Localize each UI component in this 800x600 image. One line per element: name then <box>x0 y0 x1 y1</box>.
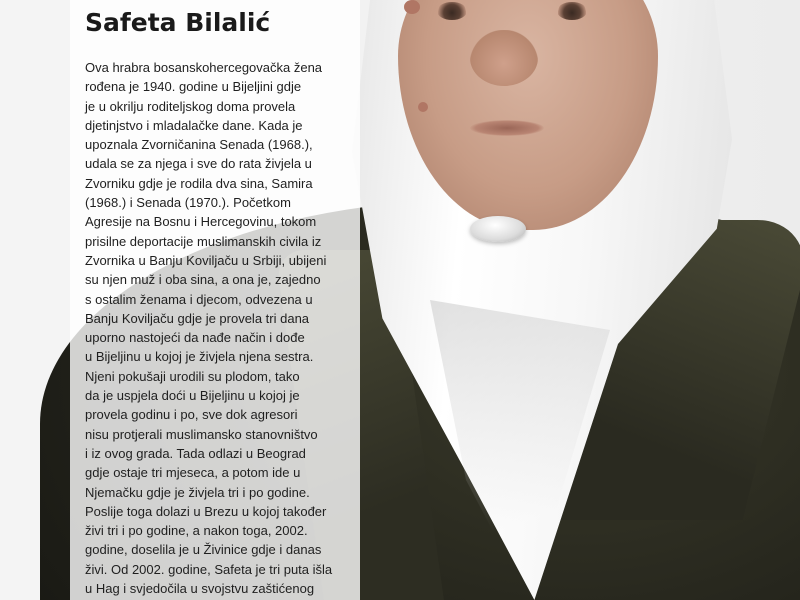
bio-line: Agresije na Bosnu i Hercegovinu, tokom <box>85 214 317 230</box>
bio-line: uporno nastojeći da nađe način i dođe <box>85 330 305 346</box>
biography-text <box>85 58 360 598</box>
bio-line: Banju Koviljaču gdje je provela tri dana <box>85 310 310 326</box>
bio-line: nisu protjerali muslimansko stanovništvo <box>85 426 318 442</box>
bio-line: udala se za njega i sve do rata živjela u <box>85 156 312 172</box>
mole <box>404 0 420 14</box>
bio-line: provela godinu i po, sve dok agresori <box>85 407 298 423</box>
bio-line: živi tri i po godine, a nakon toga, 2002. <box>85 523 308 539</box>
bio-line: (1968.) i Senada (1970.). Početkom <box>85 195 291 211</box>
bio-line: u Hag i svjedočila u svojstvu zaštićenog <box>85 581 315 597</box>
bio-line: upoznala Zvorničanina Senada (1968.), <box>85 137 313 153</box>
bio-line: Zvorniku gdje je rodila dva sina, Samira <box>85 175 313 191</box>
bio-line: i iz ovog grada. Tada odlazi u Beograd <box>85 445 306 461</box>
mole <box>418 102 428 112</box>
bio-line: s ostalim ženama i djecom, odvezena u <box>85 291 313 307</box>
bio-line: živi. Od 2002. godine, Safeta je tri puta išla <box>85 561 333 577</box>
bio-line: godine, doselila je u Živinice gdje i danas <box>85 542 322 558</box>
bio-line: Poslije toga dolazi u Brezu u kojoj također <box>85 503 327 519</box>
bio-line: prisilne deportacije muslimanskih civila iz <box>85 233 322 249</box>
bio-line: Njeni pokušaji urodili su plodom, tako <box>85 368 300 384</box>
bio-line: rođena je 1940. godine u Bijeljini gdje <box>85 79 302 95</box>
bio-line: u Bijeljinu u kojoj je živjela njena sestra. <box>85 349 314 365</box>
right-eye <box>557 2 587 20</box>
bio-line: gdje ostaje tri mjeseca, a potom ide u <box>85 465 301 481</box>
mouth <box>470 120 544 136</box>
bio-line: Zvornika u Banju Koviljaču u Srbiji, ubijeni <box>85 252 327 268</box>
nose <box>470 30 538 86</box>
left-eye <box>437 2 467 20</box>
scarf-pin <box>470 216 526 242</box>
person-name-title: Safeta Bilalić <box>85 8 271 37</box>
bio-line: djetinjstvo i mladalačke dane. Kada je <box>85 117 303 133</box>
bio-line: Njemačku gdje je živjela tri i po godine. <box>85 484 310 500</box>
bio-line: je u okrilju roditeljskog doma provela <box>85 98 296 114</box>
bio-line: da je uspjela doći u Bijeljinu u kojoj je <box>85 388 300 404</box>
bio-line: Ova hrabra bosanskohercegovačka žena <box>85 60 323 75</box>
bio-line: su njen muž i oba sina, a ona je, zajedno <box>85 272 321 288</box>
